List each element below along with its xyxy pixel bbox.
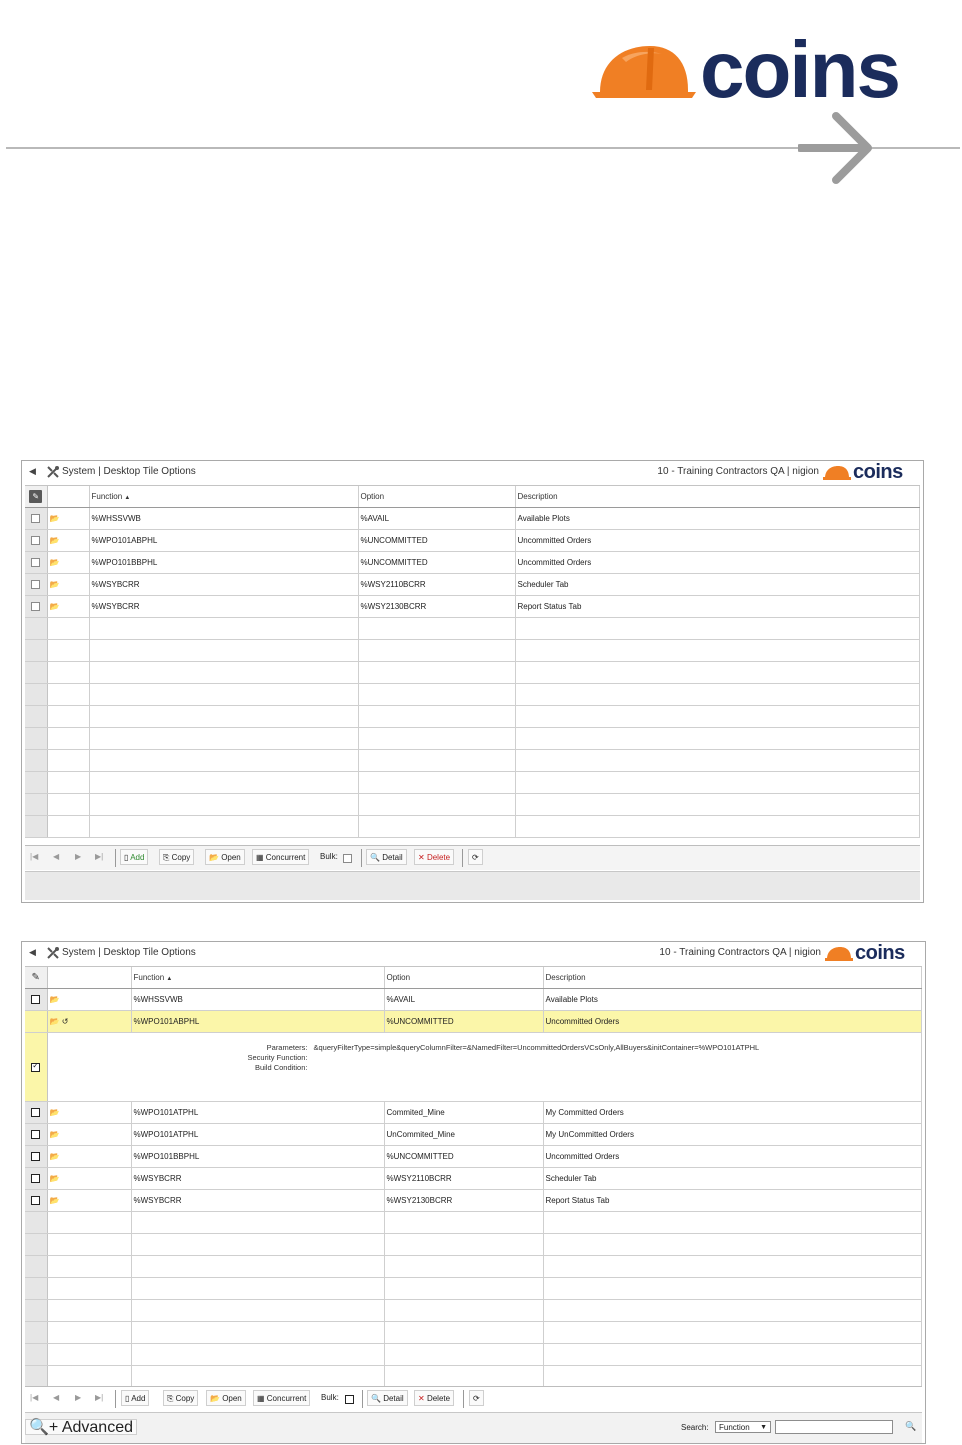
- column-header-option[interactable]: Option: [384, 967, 543, 989]
- empty-row: [25, 640, 920, 662]
- empty-row: [25, 662, 920, 684]
- options-grid: [25, 485, 920, 838]
- empty-row: [25, 1322, 922, 1344]
- open-folder-icon[interactable]: 📂: [49, 1108, 60, 1118]
- cell-description: Scheduler Tab: [515, 574, 920, 596]
- bulk-checkbox[interactable]: [345, 1395, 354, 1404]
- cell-description: Available Plots: [515, 508, 920, 530]
- detail-button[interactable]: 🔍 Detail: [367, 1390, 408, 1406]
- column-header-function[interactable]: Function ▲: [131, 967, 384, 989]
- tools-icon: [46, 465, 60, 479]
- cell-option: Commited_Mine: [384, 1102, 543, 1124]
- row-checkbox[interactable]: [31, 558, 40, 567]
- table-row: [25, 552, 920, 574]
- cell-function: %WHSSVWB: [89, 508, 358, 530]
- selected-row[interactable]: [25, 1011, 922, 1033]
- column-header-option[interactable]: Option: [358, 486, 515, 508]
- cell-description: Uncommitted Orders: [515, 530, 920, 552]
- empty-row: [25, 794, 920, 816]
- next-page-icon[interactable]: ▶: [75, 1393, 82, 1402]
- empty-row: [25, 816, 920, 838]
- empty-row: [25, 1278, 922, 1300]
- grid-header-row: [25, 486, 920, 508]
- next-page-icon[interactable]: ▶: [75, 852, 82, 861]
- window-titlebar: [22, 461, 923, 483]
- open-folder-icon[interactable]: 📂: [49, 602, 60, 612]
- parameters-label: Parameters:: [266, 1043, 308, 1052]
- cell-function: %WPO101ATPHL: [131, 1124, 384, 1146]
- open-folder-icon[interactable]: 📂: [49, 1174, 60, 1184]
- row-checkbox[interactable]: [31, 514, 40, 523]
- row-checkbox[interactable]: [31, 995, 40, 1004]
- arrow-right-icon: [798, 110, 872, 186]
- desktop-tile-options-window: [21, 460, 924, 903]
- pin-icon: ✎: [29, 490, 42, 503]
- cell-option: UnCommited_Mine: [384, 1124, 543, 1146]
- bulk-label: Bulk:: [321, 1393, 339, 1402]
- row-checkbox[interactable]: [31, 1152, 40, 1161]
- open-button[interactable]: 📂 Open: [205, 849, 245, 865]
- cell-function: %WPO101ATPHL: [131, 1102, 384, 1124]
- build-condition-label: Build Condition:: [254, 1063, 308, 1072]
- cell-description: Uncommitted Orders: [543, 1011, 922, 1033]
- collapse-detail-icon[interactable]: ↺: [61, 1017, 69, 1027]
- cell-option: %AVAIL: [384, 989, 543, 1011]
- footer-strip: [25, 871, 920, 900]
- prev-page-icon[interactable]: ◀: [53, 852, 60, 861]
- open-folder-icon[interactable]: 📂: [49, 1017, 60, 1027]
- cell-function: %WSYBCRR: [89, 596, 358, 618]
- search-input[interactable]: [775, 1420, 893, 1434]
- sort-asc-icon: ▲: [166, 976, 173, 982]
- table-row: [25, 1124, 922, 1146]
- coins-wordmark: coins: [700, 25, 899, 114]
- add-button[interactable]: ▯ Add: [121, 1390, 149, 1406]
- cell-option: %WSY2110BCRR: [384, 1168, 543, 1190]
- breadcrumb: System | Desktop Tile Options: [62, 947, 196, 958]
- coins-logo-small: coins: [825, 943, 919, 963]
- pin-column-button[interactable]: [25, 967, 47, 989]
- open-folder-icon[interactable]: 📂: [49, 1152, 60, 1162]
- row-checkbox[interactable]: [31, 1130, 40, 1139]
- cell-function: %WPO101ABPHL: [131, 1011, 384, 1033]
- cell-description: Uncommitted Orders: [543, 1146, 922, 1168]
- cell-option: %WSY2130BCRR: [358, 596, 515, 618]
- copy-button[interactable]: ⎘ Copy: [159, 849, 194, 865]
- open-folder-icon[interactable]: 📂: [49, 514, 60, 524]
- search-field-select[interactable]: Function ▼: [715, 1421, 771, 1433]
- empty-row: [25, 1234, 922, 1256]
- company-user-context: 10 - Training Contractors QA | nigion: [659, 947, 821, 958]
- bulk-label: Bulk:: [320, 852, 338, 861]
- open-folder-icon[interactable]: 📂: [49, 995, 60, 1005]
- open-folder-icon[interactable]: 📂: [49, 558, 60, 568]
- grid-header-row: [25, 967, 922, 989]
- breadcrumb: System | Desktop Tile Options: [62, 466, 196, 477]
- desktop-tile-options-window-expanded: [21, 941, 926, 1444]
- hard-hat-icon: [823, 464, 851, 482]
- cell-function: %WSYBCRR: [89, 574, 358, 596]
- last-page-icon[interactable]: ▶|: [95, 852, 104, 861]
- security-function-label: Security Function:: [247, 1053, 308, 1062]
- back-arrow-icon[interactable]: ◀: [29, 947, 36, 957]
- empty-row: [25, 1300, 922, 1322]
- cell-option: %AVAIL: [358, 508, 515, 530]
- hard-hat-icon: [592, 40, 696, 104]
- row-checkbox[interactable]: [31, 580, 40, 589]
- table-row: [25, 989, 922, 1011]
- empty-row: [25, 706, 920, 728]
- table-row: [25, 574, 920, 596]
- cell-description: Scheduler Tab: [543, 1168, 922, 1190]
- column-header-description[interactable]: Description: [515, 486, 920, 508]
- company-user-context: 10 - Training Contractors QA | nigion: [657, 466, 819, 477]
- sort-asc-icon: ▲: [124, 495, 131, 501]
- table-row: [25, 596, 920, 618]
- empty-row: [25, 684, 920, 706]
- refresh-button[interactable]: ⟳: [469, 1390, 484, 1406]
- table-row: [25, 508, 920, 530]
- coins-logo-small: coins: [823, 462, 917, 482]
- cell-option: %WSY2110BCRR: [358, 574, 515, 596]
- grid-toolbar: [25, 845, 920, 870]
- concurrent-button[interactable]: ▦ Concurrent: [252, 849, 309, 865]
- first-page-icon[interactable]: |◀: [30, 852, 39, 861]
- window-titlebar: [22, 942, 925, 964]
- table-row: [25, 1190, 922, 1212]
- empty-row: [25, 1256, 922, 1278]
- delete-button[interactable]: ✕ Delete: [414, 1390, 454, 1406]
- search-label: Search:: [681, 1423, 709, 1432]
- cell-option: %UNCOMMITTED: [358, 530, 515, 552]
- bulk-checkbox[interactable]: [343, 854, 352, 863]
- first-page-icon[interactable]: |◀: [30, 1393, 39, 1402]
- empty-row: [25, 618, 920, 640]
- cell-option: %UNCOMMITTED: [358, 552, 515, 574]
- concurrent-button[interactable]: ▦ Concurrent: [253, 1390, 310, 1406]
- table-row: [25, 1102, 922, 1124]
- pin-icon: ✎: [31, 972, 40, 983]
- empty-row: [25, 750, 920, 772]
- cell-description: My Committed Orders: [543, 1102, 922, 1124]
- cell-function: %WPO101BBPHL: [131, 1146, 384, 1168]
- table-row: [25, 530, 920, 552]
- cell-description: My UnCommitted Orders: [543, 1124, 922, 1146]
- row-checkbox[interactable]: [31, 1196, 40, 1205]
- delete-button[interactable]: ✕ Delete: [414, 849, 454, 865]
- column-header-function[interactable]: Function ▲: [89, 486, 358, 508]
- open-button[interactable]: 📂 Open: [206, 1390, 246, 1406]
- options-grid: [25, 966, 922, 1388]
- open-folder-icon[interactable]: 📂: [49, 536, 60, 546]
- cell-description: Uncommitted Orders: [515, 552, 920, 574]
- cell-function: %WHSSVWB: [131, 989, 384, 1011]
- cell-description: Report Status Tab: [515, 596, 920, 618]
- advanced-search-button[interactable]: 🔍+ Advanced: [25, 1419, 137, 1435]
- empty-row: [25, 772, 920, 794]
- open-folder-icon[interactable]: 📂: [49, 1130, 60, 1140]
- back-arrow-icon[interactable]: ◀: [29, 466, 36, 476]
- coins-logo: [592, 25, 932, 114]
- empty-row: [25, 728, 920, 750]
- row-checkbox[interactable]: [31, 1108, 40, 1117]
- footer-search-bar: [25, 1412, 922, 1443]
- cell-function: %WSYBCRR: [131, 1190, 384, 1212]
- cell-description: Available Plots: [543, 989, 922, 1011]
- cell-option: %UNCOMMITTED: [384, 1146, 543, 1168]
- copy-button[interactable]: ⎘ Copy: [163, 1390, 198, 1406]
- empty-row: [25, 1366, 922, 1388]
- grid-toolbar: [25, 1386, 922, 1411]
- cell-option: %WSY2130BCRR: [384, 1190, 543, 1212]
- add-button[interactable]: ▯ Add: [120, 849, 148, 865]
- detail-button[interactable]: 🔍 Detail: [366, 849, 407, 865]
- search-icon[interactable]: 🔍: [905, 1421, 917, 1431]
- open-folder-icon[interactable]: 📂: [49, 1196, 60, 1206]
- cell-function: %WPO101ABPHL: [89, 530, 358, 552]
- detail-row: [25, 1033, 922, 1102]
- table-row: [25, 1168, 922, 1190]
- row-checkbox[interactable]: [31, 536, 40, 545]
- open-folder-icon[interactable]: 📂: [49, 580, 60, 590]
- row-checkbox[interactable]: [31, 602, 40, 611]
- cell-option: %UNCOMMITTED: [384, 1011, 543, 1033]
- prev-page-icon[interactable]: ◀: [53, 1393, 60, 1402]
- cell-description: Report Status Tab: [543, 1190, 922, 1212]
- cell-function: %WSYBCRR: [131, 1168, 384, 1190]
- row-checkbox[interactable]: [31, 1174, 40, 1183]
- last-page-icon[interactable]: ▶|: [95, 1393, 104, 1402]
- chevron-down-icon: ▼: [760, 1424, 767, 1431]
- refresh-button[interactable]: ⟳: [468, 849, 483, 865]
- parameters-value: &queryFilterType=simple&queryColumnFilter=&NamedFilter=UncommittedOrdersVCsOnly,AllBuyers&initContainer=%WPO101ATPHL: [313, 1043, 760, 1052]
- tools-icon: [46, 946, 60, 960]
- detail-panel: [47, 1033, 922, 1102]
- hard-hat-icon: [825, 945, 853, 963]
- cell-function: %WPO101BBPHL: [89, 552, 358, 574]
- empty-row: [25, 1344, 922, 1366]
- empty-row: [25, 1212, 922, 1234]
- row-checkbox-checked[interactable]: [31, 1063, 40, 1072]
- pin-column-button[interactable]: [25, 486, 47, 508]
- table-row: [25, 1146, 922, 1168]
- column-header-description[interactable]: Description: [543, 967, 922, 989]
